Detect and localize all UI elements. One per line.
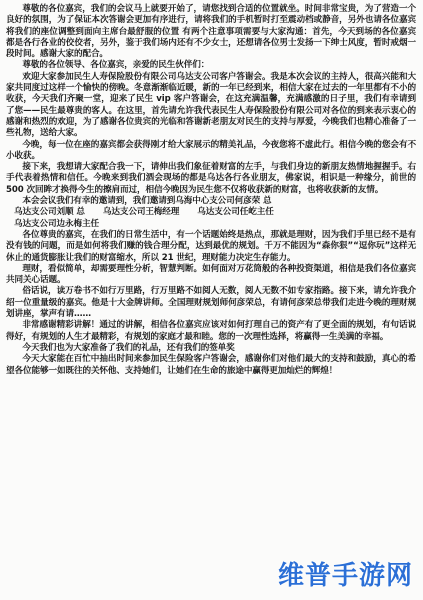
paragraph-finance-channels: 理财，看似简单，却需要理性分析，智慧判断。如何面对万花筒般的各种投资渠道，相信是我们各位嘉宾共同关心话题。 [6, 263, 416, 286]
paragraph-finance-topic: 各位尊贵的嘉宾，在我们的日常生活中，有一个话题始终是热点，那就是理财，因为我们手里已经不是有没有钱的问题，而是如何将我们赚的钱合理分配，达到最优的规划。千万不能因为“森你狠”“逗你玩”这样无休止的通货膨胀让我们的财富缩水，所以 21 世纪，理财能力决定生存能力。 [6, 229, 416, 263]
paragraph-gifts-awards: 今天我们也为大家准备了我们的礼品，还有我们的签单奖 [22, 342, 235, 353]
paragraph-thanks-speaker: 非常感谢精彩讲解！通过的讲解，相信各位嘉宾应该对如何打理自己的资产有了更全面的规划，有句话说得好，有规划的人生才最精彩，有规划的家庭才最和睦。您的一次理性选择，将赢得一生美满的幸福。 [6, 320, 416, 342]
invitee-name: 乌达支公司任屹主任 [197, 207, 274, 218]
invitee-name-last: 乌达支公司边永梅主任 [14, 218, 99, 229]
paragraph-opening-notice: 尊敬的各位嘉宾，我们的会议马上就要开始了，请您找到合适的位置就坐。时间非常宝贵，为了营造一个良好的氛围，为了保证本次答谢会更加有序进行，请将我们的手机暂时打至震动档或静音，另外也请各位嘉宾将我们的座位调整到面向主席台最舒服的位置 有两个注意事项需要与大家沟通：首先，今天到场的各位嘉宾都是各行各业的佼佼者，另外，鉴于我们场内还有不少女士，还想请各位男士发扬一下绅士风度，暂时戒烟一段时间。感谢大家的配合。 [6, 4, 416, 60]
paragraph-salutation: 尊敬的各位领导、各位嘉宾，亲爱的民生伙伴们： [22, 60, 210, 71]
paragraph-closing: 今天大家能在百忙中抽出时间来参加民生保险客户答谢会，感谢你们对他们最大的支持和鼓励，真心的希望各位能够一如既往的关怀他、支持她们，让她们在生命的旅途中赢得更加灿烂的辉煌！ [6, 354, 416, 376]
paragraph-invitees-intro: 本会会议我们有幸的邀请到，我们邀请到乌海中心支公司何彦荣 总 [22, 196, 272, 207]
document-body [6, 4, 416, 544]
invitee-names-row [6, 207, 416, 218]
invitee-name: 乌达支公司王梅经理 [102, 207, 180, 218]
site-watermark: 维普手游网 [277, 561, 413, 591]
invitee-name: 乌达支公司刘顺 总 [14, 207, 85, 218]
paragraph-gift: 今晚，每一位在座的嘉宾都会获得刚才给大家展示的精美礼品，今夜您将不虚此行。相信今晚的您会有不小收获。 [6, 139, 416, 161]
paragraph-speaker-intro: 俗话说，读万卷书不如行万里路，行万里路不如阅人无数，阅人无数不如专家指路。接下来，请允许我介绍一位重量级的嘉宾。他是十大金牌讲师。全国理财规划师何彦荣总，有请何彦荣总带我们走进今晚的理财规划讲座，掌声有请…… [6, 286, 416, 320]
paragraph-handshake: 接下来，我想请大家配合我一下，请伸出我们象征着财富的左手，与我们身边的新朋友热情地握握手。右手代表着热情和信任。今晚来到我们酒会现场的都是乌达各行各业朋友，佛家说，相识是一种缘分，前世的 500 次回眸才换得今生的擦肩而过，相信今晚因为民生您不仅将收获新的财富，也将收获新的友情。 [6, 162, 416, 195]
paragraph-welcome: 欢迎大家参加民生人寿保险股份有限公司乌达支公司客户答谢会。我是本次会议的主持人，很高兴能和大家共同度过这样一个愉快的傍晚。冬意渐渐临近暖，新的一年已经到来，相信大家在过去的一年里都有不小的收获，今天我们齐聚一堂，迎来了民生 vip 客户答谢会，在这充满温馨，充满感激的日子里，我们有幸请到了您——民生最尊贵的客人。在这里，首先请允许我代表民生人寿保险股份有限公司对各位的到来表示衷心的感谢和热烈的欢迎，为了感谢各位贵宾的光临和答谢新老朋友对民生的支持与厚爱，今晚我们也精心准备了一些礼物，送给大家。 [6, 71, 416, 139]
